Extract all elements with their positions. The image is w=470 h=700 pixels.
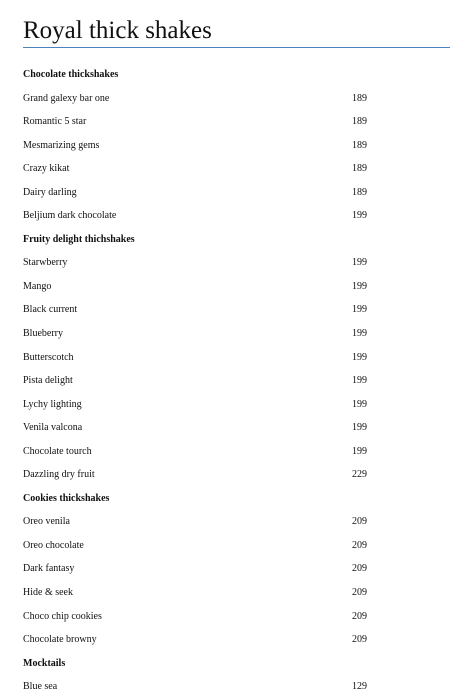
menu-item-name: Blue sea: [23, 681, 58, 693]
menu-item-name: Venila valcona: [23, 422, 83, 434]
menu-item-name: Grand galexy bar one: [23, 92, 110, 104]
menu-item: [23, 110, 383, 134]
menu-item-price: 199: [352, 304, 367, 316]
section-heading-text: Fruity delight thichshakes: [23, 233, 135, 245]
menu-item-price: 199: [352, 351, 367, 363]
menu-item-name: Romantic 5 star: [23, 116, 87, 128]
section-heading-text: Mocktails: [23, 657, 66, 669]
menu-item: [23, 393, 383, 417]
menu-item-price: 189: [352, 92, 367, 104]
menu-item-price: 199: [352, 422, 367, 434]
menu-item-price: 189: [352, 186, 367, 198]
menu-item-price: 199: [352, 257, 367, 269]
menu-item: [23, 181, 383, 205]
menu-item-name: Dark fantasy: [23, 563, 75, 575]
menu-item-name: Butterscotch: [23, 351, 74, 363]
menu-item: [23, 157, 383, 181]
menu-item-price: 189: [352, 163, 367, 175]
menu-item: [23, 440, 383, 464]
menu-item-price: 189: [352, 116, 367, 128]
menu-item: [23, 557, 383, 581]
menu-item: [23, 605, 383, 629]
menu-item-price: 209: [352, 634, 367, 646]
section-heading: [23, 228, 383, 252]
menu-item-name: Mesmarizing gems: [23, 139, 100, 151]
menu-item-name: Black current: [23, 304, 78, 316]
menu-item: [23, 251, 383, 275]
menu-item-name: Dairy darling: [23, 186, 77, 198]
menu-item-name: Hide & seek: [23, 587, 73, 599]
menu-item-price: 199: [352, 280, 367, 292]
menu-item-name: Oreo chocolate: [23, 539, 84, 551]
menu-item: [23, 628, 383, 652]
menu-item: [23, 416, 383, 440]
menu-item-name: Starwberry: [23, 257, 68, 269]
menu-item-name: Oreo venila: [23, 516, 70, 528]
menu-item: [23, 463, 383, 487]
menu-item: [23, 298, 383, 322]
menu-item: [23, 675, 383, 699]
menu-item-name: Chocolate browny: [23, 634, 97, 646]
menu-item-price: 199: [352, 210, 367, 222]
menu-item-name: Beljium dark chocolate: [23, 210, 117, 222]
menu-item-name: Blueberry: [23, 328, 63, 340]
menu-item: [23, 87, 383, 111]
menu-item-price: 129: [352, 681, 367, 693]
menu-item-name: Crazy kikat: [23, 163, 70, 175]
menu-item-price: 209: [352, 516, 367, 528]
menu-item: [23, 534, 383, 558]
page-title: Royal thick shakes: [23, 17, 212, 44]
menu-item: [23, 581, 383, 605]
menu-list: [23, 63, 383, 699]
menu-item-price: 199: [352, 375, 367, 387]
title-divider: [23, 47, 450, 48]
menu-item-price: 229: [352, 469, 367, 481]
section-heading: [23, 487, 383, 511]
menu-item-price: 209: [352, 587, 367, 599]
section-heading: [23, 63, 383, 87]
menu-item-price: 199: [352, 445, 367, 457]
menu-item-price: 199: [352, 328, 367, 340]
menu-item: [23, 369, 383, 393]
menu-item: [23, 322, 383, 346]
menu-item-name: Pista delight: [23, 375, 73, 387]
menu-item-name: Dazzling dry fruit: [23, 469, 95, 481]
menu-item: [23, 134, 383, 158]
section-heading: [23, 652, 383, 676]
section-heading-text: Chocolate thickshakes: [23, 69, 119, 80]
menu-item-name: Choco chip cookies: [23, 610, 102, 622]
menu-item: [23, 204, 383, 228]
menu-item: [23, 275, 383, 299]
menu-item: [23, 346, 383, 370]
section-heading-text: Cookies thickshakes: [23, 492, 110, 504]
menu-item-price: 189: [352, 139, 367, 151]
menu-item: [23, 510, 383, 534]
menu-item-price: 209: [352, 539, 367, 551]
menu-item-name: Lychy lighting: [23, 398, 82, 410]
menu-item-price: 209: [352, 610, 367, 622]
menu-item-price: 209: [352, 563, 367, 575]
menu-item-name: Mango: [23, 280, 52, 292]
menu-item-name: Chocolate tourch: [23, 445, 92, 457]
menu-item-price: 199: [352, 398, 367, 410]
